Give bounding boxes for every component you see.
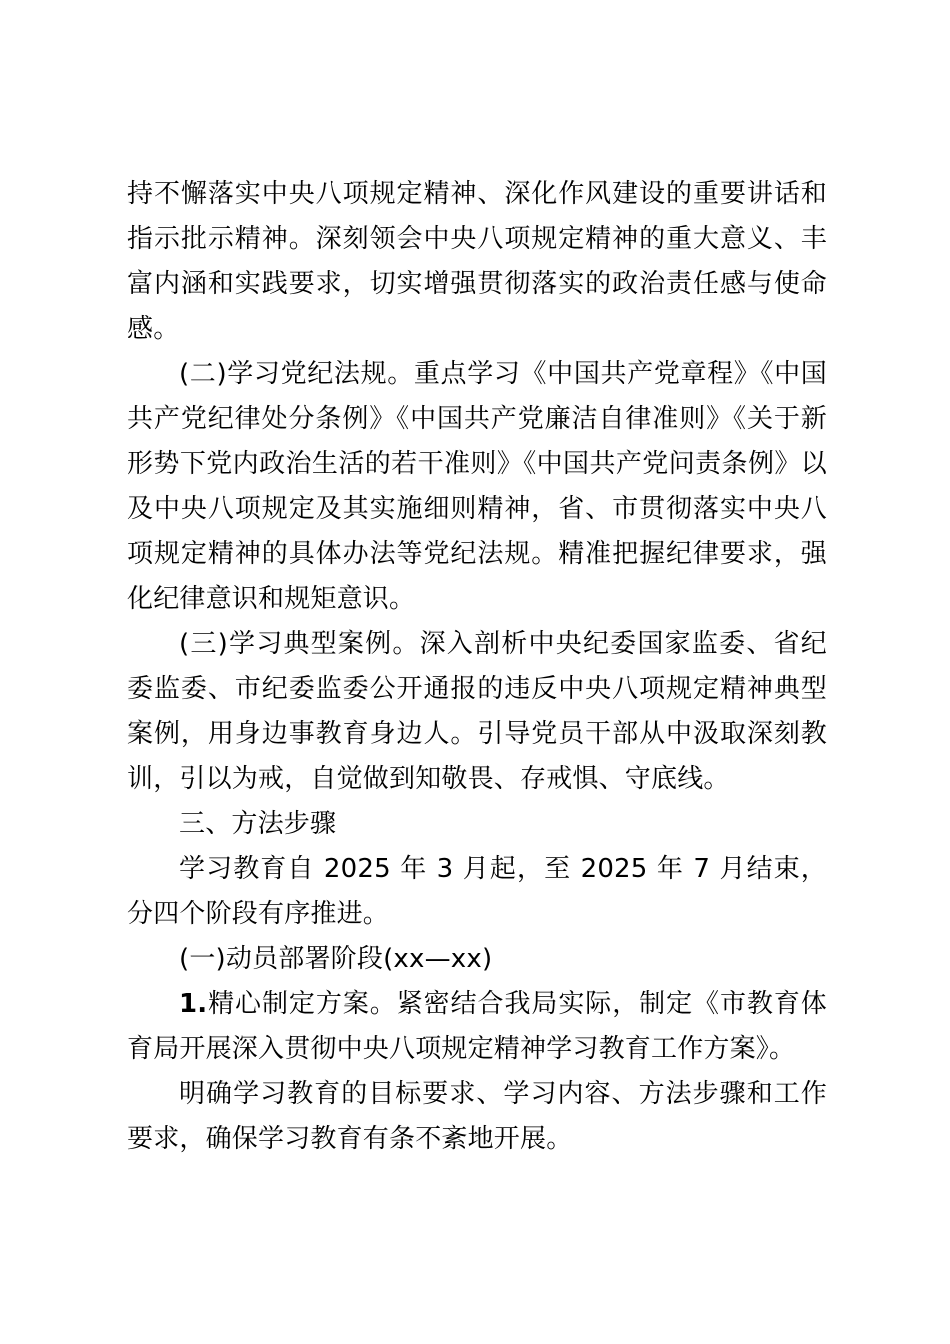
paragraph-schedule: 学习教育自 2025 年 3 月起，至 2025 年 7 月结束，分四个阶段有序推进。 [127,854,827,929]
paragraph-study-spirit-continued: 持不懈落实中央八项规定精神、深化作风建设的重要讲话和指示批示精神。深刻领会中央八项规定精神的重大意义、丰富内涵和实践要求，切实增强贯彻落实的政治责任感与使命感。 [127,179,827,344]
paragraph-formulate-plan [127,982,827,1072]
document-body [127,172,827,1162]
subheading-mobilization-stage: (一)动员部署阶段(xx—xx) [179,944,493,974]
paragraph-study-typical-cases: (三)学习典型案例。深入剖析中央纪委国家监委、省纪委监委、市纪委监委公开通报的违反中央八项规定精神典型案例，用身边事教育身边人。引导党员干部从中汲取深刻教训，引以为戒，自觉做到知敬畏、存戒惧、守底线。 [127,629,827,794]
item-text: 精心制定方案。紧密结合我局实际，制定《市教育体育局开展深入贯彻中央八项规定精神学习教育工作方案》。 [127,989,827,1064]
paragraph-clarify-goals: 明确学习教育的目标要求、学习内容、方法步骤和工作要求，确保学习教育有条不紊地开展。 [127,1079,827,1154]
paragraph-study-party-rules: (二)学习党纪法规。重点学习《中国共产党章程》《中国共产党纪律处分条例》《中国共产党廉洁自律准则》《关于新形势下党内政治生活的若干准则》《中国共产党问责条例》以及中央八项规定及其实施细则精神，省、市贯彻落实中央八项规定精神的具体办法等党纪法规。精准把握纪律要求，强化纪律意识和规矩意识。 [127,359,827,614]
item-number: 1. [179,989,208,1019]
section-heading-methods-steps: 三、方法步骤 [179,809,337,839]
